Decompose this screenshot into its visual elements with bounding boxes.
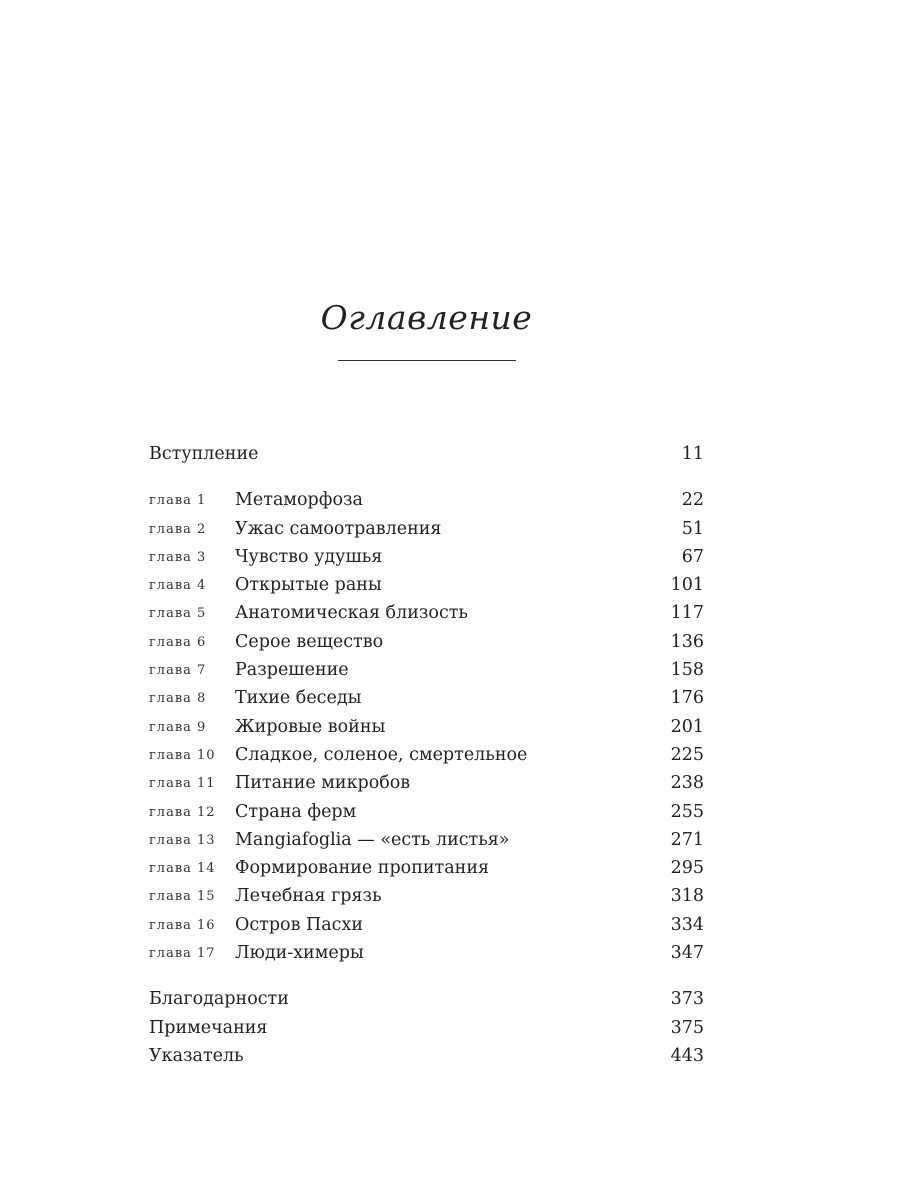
chapter-number-label: глава 6	[149, 634, 207, 650]
toc-entry-page: 101	[670, 575, 704, 596]
chapter-number-label: глава 1	[149, 493, 207, 509]
toc-entry-page: 117	[670, 603, 704, 624]
toc-entry-chapter-11[interactable]	[149, 769, 704, 797]
chapter-number-label: глава 7	[149, 663, 207, 679]
chapter-title: Остров Пасхи	[235, 914, 364, 935]
toc-entry-page: 347	[670, 943, 704, 964]
toc-entry-back-matter-1[interactable]	[149, 985, 704, 1013]
chapter-title: Открытые раны	[235, 575, 382, 596]
toc-entry-page: 67	[681, 546, 704, 567]
chapter-title: Лечебная грязь	[235, 886, 382, 907]
toc-entry-back-matter-2[interactable]	[149, 1014, 704, 1042]
toc-entry-chapter-7[interactable]	[149, 656, 704, 684]
chapter-number-label: глава 8	[149, 691, 207, 707]
spacer	[149, 967, 704, 985]
toc-entry-back-matter-3[interactable]	[149, 1042, 704, 1070]
toc-entry-chapter-17[interactable]	[149, 939, 704, 967]
chapter-title: Питание микробов	[235, 773, 411, 794]
toc-entry-page: 334	[670, 914, 704, 935]
chapter-number-label: глава 2	[149, 521, 207, 537]
toc-entry-label: Указатель	[149, 1045, 244, 1066]
chapter-title: Тихие беседы	[235, 688, 362, 709]
toc-entry-label: Примечания	[149, 1017, 268, 1038]
spacer	[149, 468, 704, 486]
toc-entry-chapter-5[interactable]	[149, 599, 704, 627]
toc-entry-page: 238	[670, 773, 704, 794]
toc-entry-page: 158	[670, 660, 704, 681]
toc-entry-page: 136	[670, 631, 704, 652]
toc-entry-page: 443	[670, 1045, 704, 1066]
toc-entry-page: 375	[670, 1017, 704, 1038]
chapter-title: Чувство удушья	[235, 546, 383, 567]
toc-entry-chapter-12[interactable]	[149, 798, 704, 826]
toc-entry-chapter-2[interactable]	[149, 515, 704, 543]
chapter-number-label: глава 10	[149, 747, 216, 763]
toc-entry-page: 225	[670, 744, 704, 765]
toc-entry-chapter-13[interactable]	[149, 826, 704, 854]
toc-entry-page: 11	[681, 444, 704, 464]
chapter-title: Формирование пропитания	[235, 858, 490, 879]
toc-entry-page: 201	[670, 716, 704, 737]
toc-entry-chapter-10[interactable]	[149, 741, 704, 769]
chapter-title: Сладкое, соленое, смертельное	[235, 744, 528, 765]
chapter-title: Ужас самоотравления	[235, 518, 442, 539]
toc-entry-chapter-6[interactable]	[149, 628, 704, 656]
toc-entry-page: 176	[670, 688, 704, 709]
chapter-number-label: глава 3	[149, 549, 207, 565]
toc-entry-page: 318	[670, 886, 704, 907]
toc-entry-chapter-3[interactable]	[149, 543, 704, 571]
toc-entry-chapter-16[interactable]	[149, 911, 704, 939]
toc-entry-page: 373	[670, 989, 704, 1010]
toc-entry-label: Вступление	[149, 444, 259, 464]
toc-entry-chapter-1[interactable]	[149, 486, 704, 514]
toc-entry-chapter-9[interactable]	[149, 713, 704, 741]
toc-entry-page: 271	[670, 829, 704, 850]
toc-entry-chapter-15[interactable]	[149, 882, 704, 910]
chapter-number-label: глава 4	[149, 578, 207, 594]
page-title: Оглавление	[320, 298, 533, 337]
chapter-number-label: глава 13	[149, 832, 216, 848]
chapter-title: Разрешение	[235, 660, 349, 681]
toc-entry-chapter-14[interactable]	[149, 854, 704, 882]
chapter-number-label: глава 11	[149, 776, 216, 792]
chapter-list	[149, 486, 704, 967]
chapter-number-label: глава 14	[149, 861, 216, 877]
table-of-contents	[149, 440, 704, 1070]
toc-entry-chapter-8[interactable]	[149, 684, 704, 712]
chapter-number-label: глава 16	[149, 917, 216, 933]
toc-entry-chapter-4[interactable]	[149, 571, 704, 599]
chapter-number-label: глава 12	[149, 804, 216, 820]
chapter-number-label: глава 15	[149, 889, 216, 905]
chapter-number-label: глава 5	[149, 606, 207, 622]
chapter-title: Жировые войны	[235, 716, 386, 737]
chapter-title: Люди-химеры	[235, 943, 364, 964]
chapter-number-label: глава 9	[149, 719, 207, 735]
toc-entry-page: 295	[670, 858, 704, 879]
title-divider	[338, 360, 516, 361]
toc-entry-page: 22	[681, 490, 704, 511]
chapter-number-label: глава 17	[149, 946, 216, 962]
back-matter-list	[149, 985, 704, 1070]
chapter-title: Анатомическая близость	[235, 603, 468, 624]
toc-entry-page: 51	[681, 518, 704, 539]
chapter-title: Серое вещество	[235, 631, 384, 652]
toc-entry-label: Благодарности	[149, 989, 289, 1010]
chapter-title: Метаморфоза	[235, 490, 363, 511]
chapter-title: Mangiafoglia — «есть листья»	[235, 829, 510, 850]
toc-entry-intro[interactable]	[149, 440, 704, 468]
toc-entry-page: 255	[670, 801, 704, 822]
chapter-title: Страна ферм	[235, 801, 357, 822]
